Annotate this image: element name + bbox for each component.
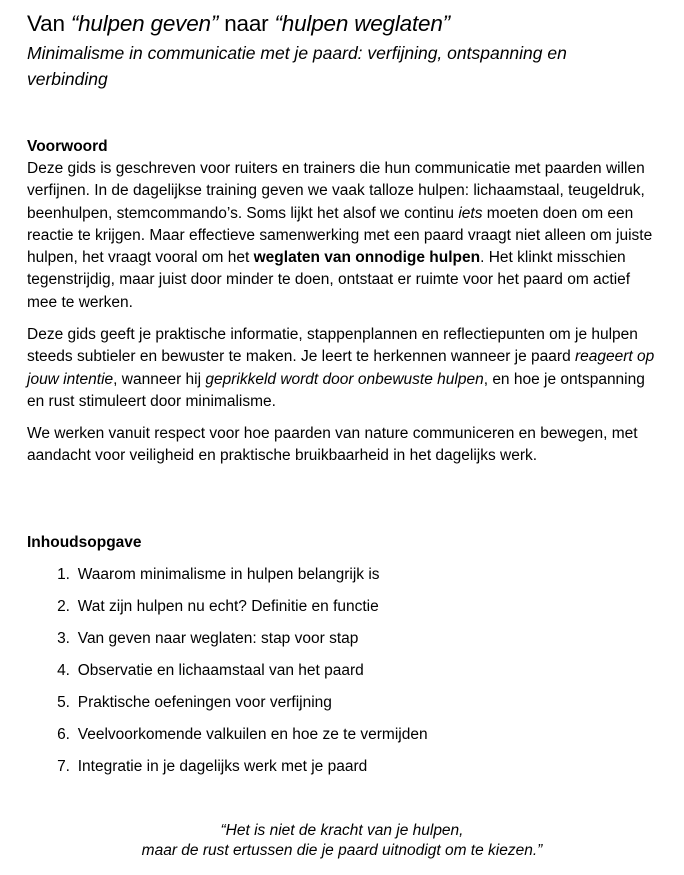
toc-item-label: Observatie en lichaamstaal van het paard <box>77 662 364 679</box>
voorwoord-heading: Voorwoord <box>27 138 108 155</box>
document-title <box>27 10 450 38</box>
quote-line-2: maar de rust ertussen die je paard uitnodigt om te kiezen.” <box>141 842 543 859</box>
toc-item-number: 2. <box>57 598 70 615</box>
text-run: Deze gids geeft je praktische informatie, stappenplannen en reflectiepunten om je hulpen steeds subtieler en bewuster te maken. Je leert te herkennen wanneer je paard <box>27 326 638 366</box>
text-run: , wanneer hij <box>113 370 206 388</box>
toc-item-label: Van geven naar weglaten: stap voor stap <box>77 630 359 647</box>
text-run: moeten doen om een reactie te krijgen. Maar effectieve samenwerking met een paard vraagt niet alleen om juiste hulpen, het vraagt vooral om het <box>27 204 653 267</box>
toc-item-number: 1. <box>57 566 70 583</box>
title-part-italic: “hulpen geven” <box>70 11 219 36</box>
toc-item-number: 3. <box>57 630 70 647</box>
toc-item-number: 7. <box>57 758 70 775</box>
toc-item <box>27 723 428 755</box>
toc-item-label: Veelvoorkomende valkuilen en hoe ze te vermijden <box>77 726 428 743</box>
quote-line-1: “Het is niet de kracht van je hulpen, <box>220 822 464 839</box>
voorwoord-paragraph-3: We werken vanuit respect voor hoe paarden van nature communiceren en bewegen, met aandacht voor veiligheid en praktische bruikbaarheid in het dagelijks werk. <box>27 425 638 465</box>
toc-item-label: Wat zijn hulpen nu echt? Definitie en functie <box>77 598 379 615</box>
toc-item <box>27 691 428 723</box>
toc-item-label: Integratie in je dagelijks werk met je paard <box>77 758 368 775</box>
toc-item <box>27 627 428 659</box>
text-run-italic: iets <box>458 204 483 222</box>
table-of-contents <box>27 563 428 787</box>
text-run: , en hoe je ontspanning en rust stimuleert door minimalisme. <box>27 370 645 410</box>
toc-item-label: Waarom minimalisme in hulpen belangrijk is <box>77 566 380 583</box>
document-subtitle: Minimalisme in communicatie met je paard: verfijning, ontspanning en verbinding <box>27 43 567 89</box>
voorwoord-paragraph-2 <box>27 324 659 413</box>
voorwoord-paragraph-1 <box>27 158 659 314</box>
text-run-bold: weglaten van onnodige hulpen <box>253 249 481 267</box>
toc-item-number: 5. <box>57 694 70 711</box>
toc-item <box>27 563 428 595</box>
toc-heading: Inhoudsopgave <box>27 534 142 551</box>
text-run-italic: geprikkeld wordt door onbewuste hulpen <box>205 370 484 388</box>
toc-item-number: 6. <box>57 726 70 743</box>
toc-item <box>27 755 428 787</box>
toc-item-label: Praktische oefeningen voor verfijning <box>77 694 332 711</box>
toc-item <box>27 659 428 691</box>
text-run: Deze gids is geschreven voor ruiters en trainers die hun communicatie met paarden willen verfijnen. In de dagelijkse training geven we vaak talloze hulpen: lichaamstaal, teugeldruk, beenhulpen, stemcommando’s. Soms lijkt het alsof we continu <box>27 160 645 222</box>
text-run-italic: reageert op jouw intentie <box>27 348 655 388</box>
toc-item-number: 4. <box>57 662 70 679</box>
text-run: . Het klinkt misschien tegenstrijdig, maar juist door minder te doen, ontstaat er ruimte voor het paard om actief mee te werken. <box>27 249 631 311</box>
title-part-italic: “hulpen weglaten” <box>274 11 450 36</box>
toc-item <box>27 595 428 627</box>
title-part: Van <box>27 11 71 36</box>
title-part: naar <box>218 11 275 36</box>
closing-quote <box>0 821 684 861</box>
